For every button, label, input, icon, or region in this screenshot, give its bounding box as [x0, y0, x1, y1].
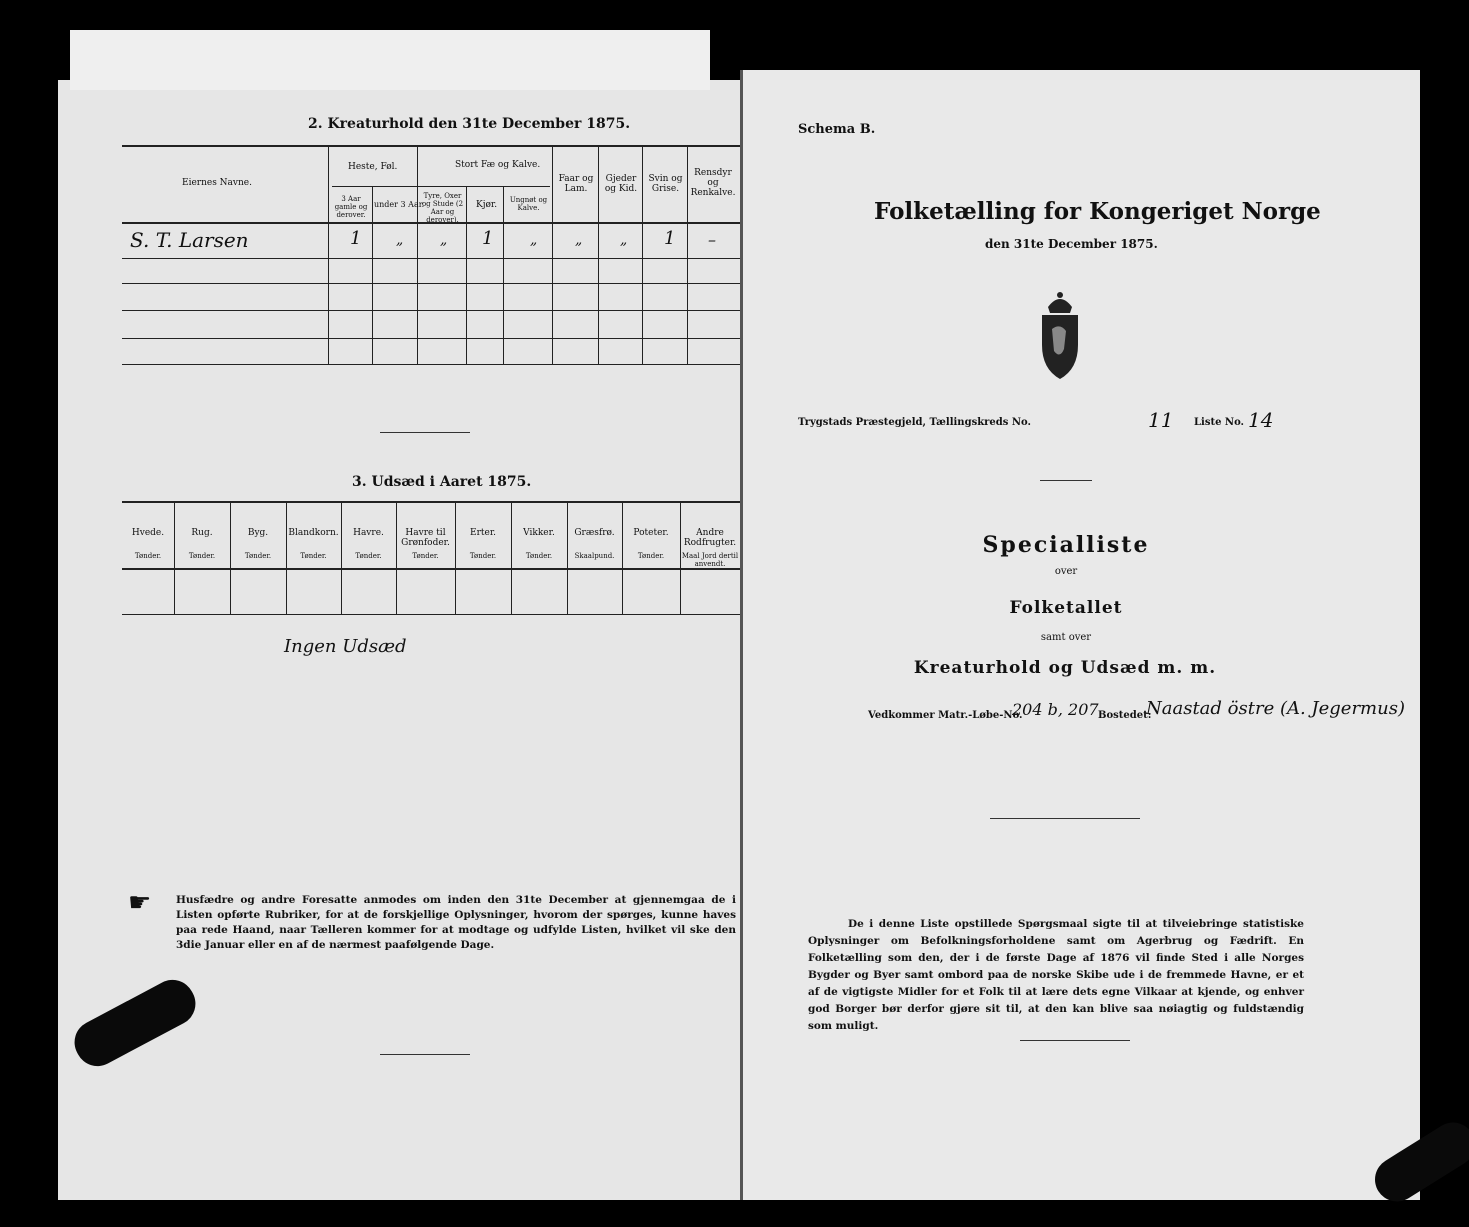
folketallet-heading: Folketallet — [1009, 598, 1123, 618]
matr-number: 204 b, 207 — [1012, 700, 1099, 719]
kreaturhold-heading: Kreaturhold og Udsæd m. m. — [913, 658, 1217, 678]
seed-header: Havre. — [353, 528, 384, 538]
seed-header: Rug. — [191, 528, 213, 538]
header-svin: Svin og Grise. — [648, 174, 683, 194]
cell-value: „ — [440, 232, 448, 248]
seed-unit: Tønder. — [412, 552, 439, 560]
seed-unit: Skaalpund. — [574, 552, 615, 560]
seed-header: Hvede. — [131, 528, 165, 538]
cell-value: 1 — [482, 228, 494, 249]
census-date: den 31te December 1875. — [985, 237, 1158, 251]
header-stortfae: Stort Fæ og Kalve. — [455, 160, 541, 170]
seed-header: Havre til Grønfoder. — [401, 528, 450, 548]
notice-text: Husfædre og andre Foresatte anmodes om inden den 31te December at gjennemgaa de i Listen opførte Rubriker, for at de forskjellige Oplysninger, hvorom der spørges, kunne haves paa rede Haand, naar Tælleren kommer for at modtage og udfylde Listen, hvilket vil ske den 3die Januar eller en af de nærmest paafølgende Dage. — [176, 894, 736, 951]
cell-value: – — [708, 230, 716, 249]
seed-unit: Maal Jord dertil anvendt. — [681, 552, 739, 568]
seed-header: Byg. — [247, 528, 269, 538]
seed-unit: Tønder. — [188, 552, 216, 560]
section3-title: 3. Udsæd i Aaret 1875. — [352, 474, 532, 490]
parish-label: Trygstads Præstegjeld, Tællingskreds No. — [798, 417, 1031, 428]
header-heste-under: under 3 Aar. — [374, 200, 425, 209]
header-owner: Eiernes Navne. — [182, 178, 252, 188]
schema-label: Schema B. — [798, 122, 876, 137]
kreds-number: 11 — [1148, 408, 1174, 432]
divider — [1040, 480, 1092, 481]
pointing-hand-icon: ☛ — [128, 888, 152, 918]
left-page-tab — [70, 30, 710, 90]
seed-header: Andre Rodfrugter. — [683, 528, 737, 548]
bosted-label: Bostedet: — [1098, 710, 1152, 721]
seed-header: Erter. — [470, 528, 496, 538]
seed-unit: Tønder. — [244, 552, 272, 560]
seed-header: Vikker. — [523, 528, 555, 538]
seed-unit: Tønder. — [300, 552, 327, 560]
footer-text: De i denne Liste opstillede Spørgsmaal sigte til at tilveiebringe statistiske Oplysninger om Befolkningsforholdene samt om Agerbrug og Fædrift. En Folketælling som den, der i de første Dage af 1876 vil finde Sted i alle Norges Bygder og Byer samt ombord paa de norske Skibe ude i de fremmede Havne, er et af de vigtigste Midler for et Folk til at lære dets egne Vilkaar at kjende, og enhver god Borger bør derfor gjøre sit til, at den kan blive saa nøiagtig og fuldstændig som muligt. — [808, 918, 1304, 1032]
samt-over-text: samt over — [1040, 632, 1092, 643]
bosted-name: Naastad östre (A. Jegermus) — [1146, 698, 1405, 719]
header-kjor: Kjør. — [476, 200, 498, 210]
divider — [380, 1054, 470, 1055]
over-text: over — [1054, 566, 1078, 577]
seed-header: Blandkorn. — [288, 528, 339, 538]
header-tyre: Tyre, Oxer og Stude (2 Aar og derover). — [421, 192, 464, 224]
seed-unit: Tønder. — [637, 552, 665, 560]
cell-value: 1 — [664, 228, 676, 249]
liste-number: 14 — [1248, 408, 1274, 432]
seed-unit: Tønder. — [134, 552, 162, 560]
header-heste-3aar: 3 Aar gamle og derover. — [334, 195, 368, 219]
divider — [380, 432, 470, 433]
cell-value: „ — [530, 232, 538, 248]
header-ungnot: Ungnøt og Kalve. — [509, 196, 548, 212]
specialliste-heading: Specialliste — [982, 532, 1150, 558]
cell-value: „ — [396, 232, 404, 248]
divider — [1020, 1040, 1130, 1041]
cell-value: 1 — [350, 228, 362, 249]
header-rensdyr: Rensdyr og Renkalve. — [690, 168, 736, 198]
divider — [990, 818, 1140, 819]
cell-value: „ — [620, 232, 628, 248]
seed-unit: Tønder. — [355, 552, 382, 560]
header-faar: Faar og Lam. — [558, 174, 594, 194]
owner-name: S. T. Larsen — [130, 228, 249, 252]
coat-of-arms-icon — [1030, 285, 1090, 385]
seed-header: Poteter. — [633, 528, 669, 538]
seed-unit: Tønder. — [525, 552, 553, 560]
header-gjeder: Gjeder og Kid. — [604, 174, 638, 194]
seed-note: Ingen Udsæd — [284, 636, 407, 657]
liste-label: Liste No. — [1194, 417, 1245, 428]
seed-header: Græsfrø. — [574, 528, 615, 538]
header-heste: Heste, Føl. — [348, 162, 398, 172]
matr-label: Vedkommer Matr.-Løbe-No. — [868, 710, 1023, 721]
section2-title: 2. Kreaturhold den 31te December 1875. — [308, 116, 631, 132]
census-title: Folketælling for Kongeriget Norge — [874, 198, 1321, 225]
seed-unit: Tønder. — [469, 552, 497, 560]
cell-value: „ — [575, 232, 583, 248]
